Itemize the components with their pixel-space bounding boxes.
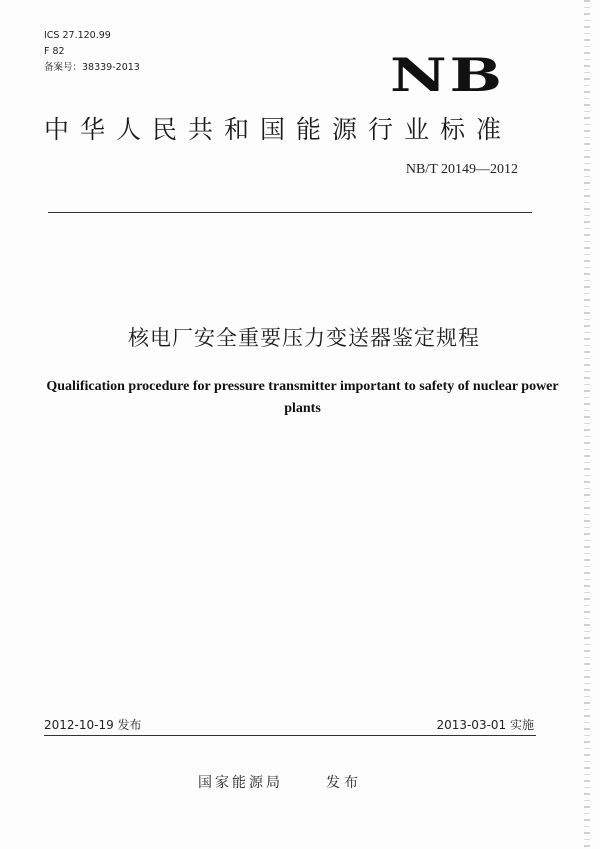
document-title-english: Qualification procedure for pressure transmitter important to safety of nuclear power plants: [46, 379, 559, 416]
header-divider: [48, 212, 532, 213]
nb-logo: NB: [390, 48, 505, 102]
ccs-code: F 82: [44, 46, 65, 57]
standard-number: NB/T 20149—2012: [405, 162, 518, 177]
footer-divider: [44, 735, 536, 736]
ics-code: ICS 27.120.99: [44, 30, 111, 41]
publisher-name: 国家能源局: [198, 775, 283, 791]
issue-date: 2012-10-19 发布: [44, 718, 142, 732]
standard-category-title: 中华人民共和国能源行业标准: [44, 115, 513, 144]
document-title-chinese: 核电厂安全重要压力变送器鉴定规程: [128, 326, 480, 350]
scan-edge-noise: [584, 0, 590, 849]
implementation-date: 2013-03-01 实施: [436, 718, 534, 732]
record-number: 备案号：38339-2013: [44, 62, 140, 73]
issued-label: 发布: [326, 775, 362, 791]
